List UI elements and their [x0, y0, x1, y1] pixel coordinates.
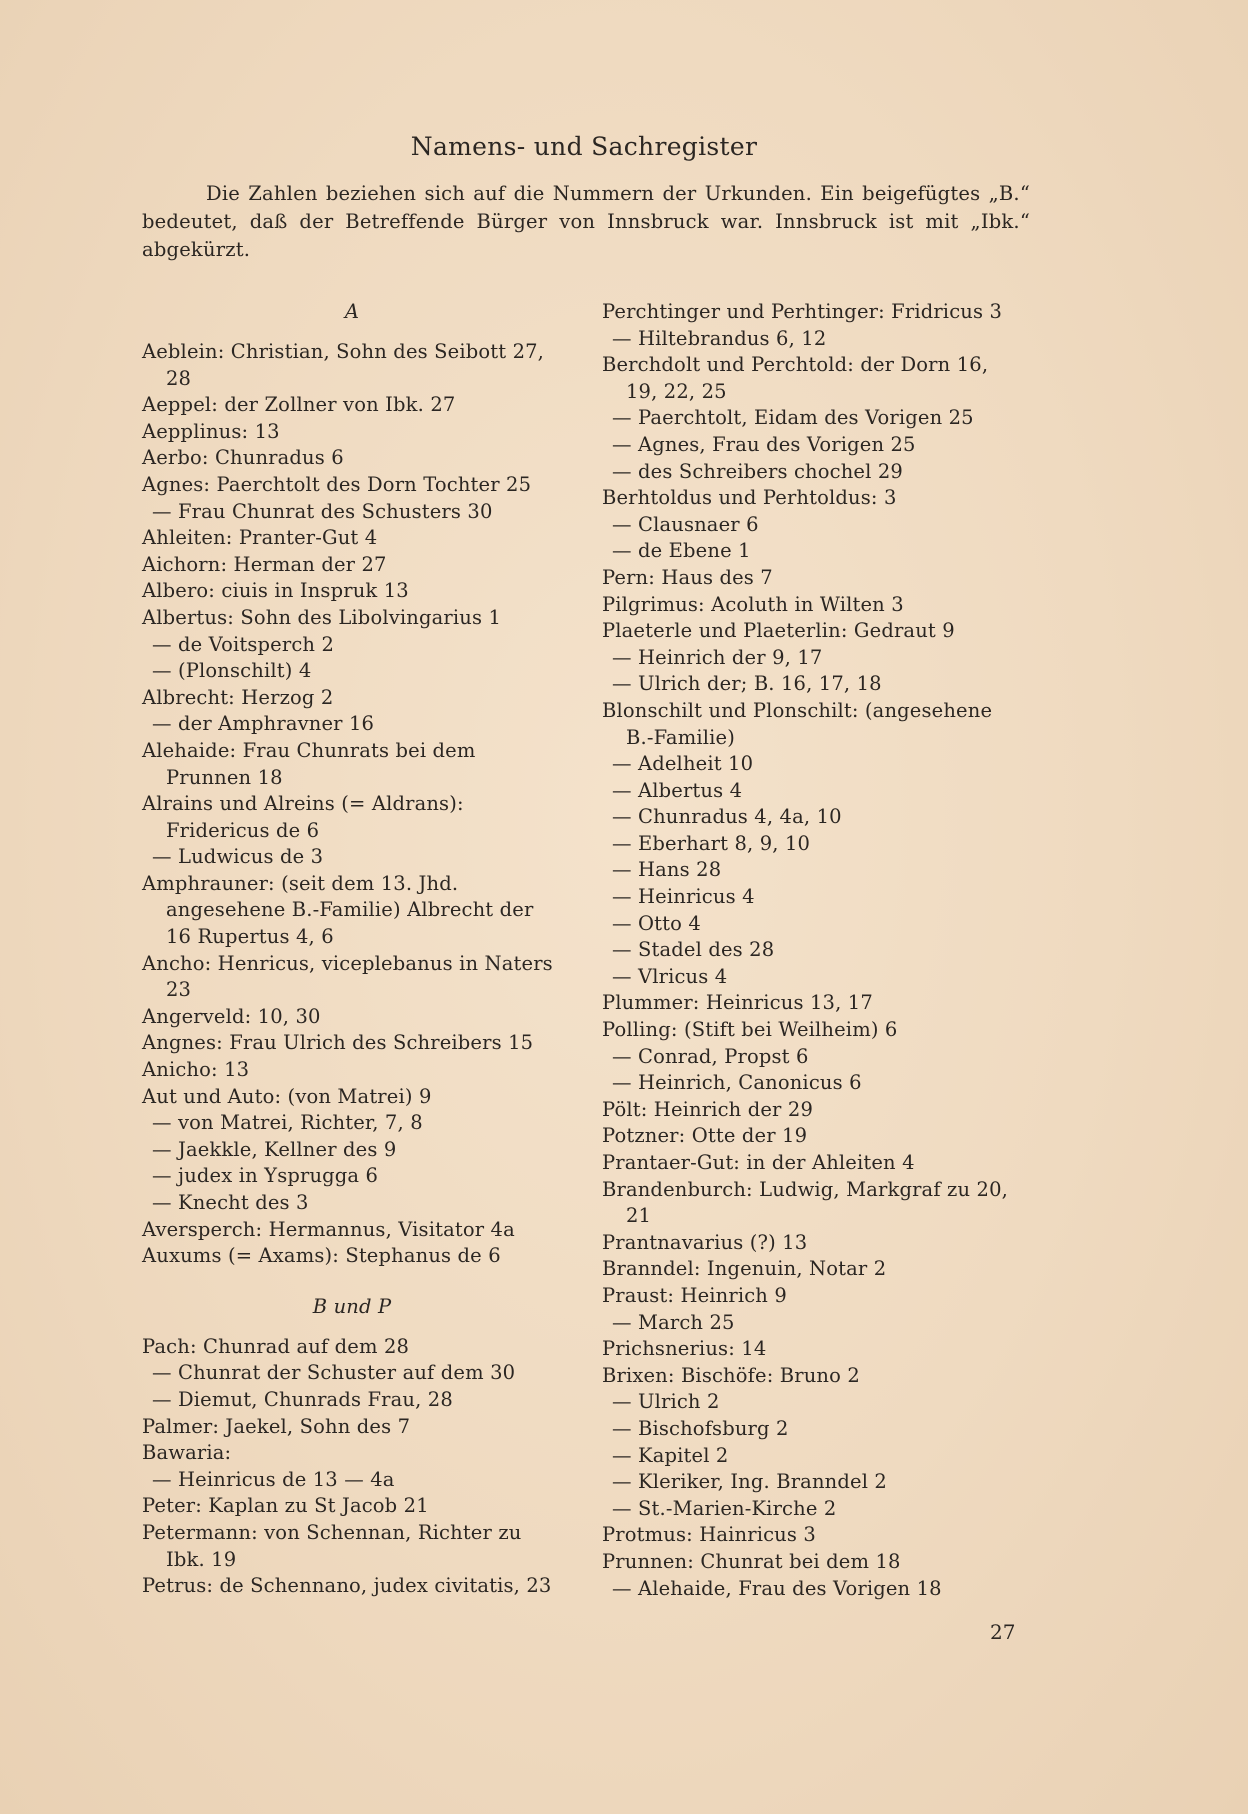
index-entry: — Chunradus 4, 4a, 10 [612, 805, 842, 829]
index-entry: Aepplinus: 13 [142, 419, 280, 443]
index-entry: Ahleiten: Pranter-Gut 4 [142, 526, 378, 550]
index-entry: — Heinricus 4 [612, 885, 755, 909]
index-entry: — Heinrich der 9, 17 [612, 645, 823, 669]
index-entry: Prantnavarius (?) 13 [602, 1230, 808, 1254]
index-entry: Petermann: von Schennan, Richter zu Ibk. 19 [142, 1520, 522, 1571]
index-entry: Aerbo: Chunradus 6 [142, 446, 344, 470]
index-entry: — Diemut, Chunrads Frau, 28 [152, 1387, 453, 1411]
index-entry: — Kleriker, Ing. Branndel 2 [612, 1470, 887, 1494]
index-entry: Angerveld: 10, 30 [142, 1004, 321, 1028]
index-entry: Perchtinger und Perhtinger: Fridricus 3 [602, 300, 1003, 323]
page-title: Namens- und Sachregister [410, 132, 758, 161]
index-entry: Polling: (Stift bei Weilheim) 6 [602, 1018, 898, 1042]
index-entry: Protmus: Hainricus 3 [602, 1523, 816, 1547]
entries-bp-left [142, 1334, 562, 1600]
index-entry: Auxums (= Axams): Stephanus de 6 [142, 1244, 501, 1268]
index-entry: Berhtoldus und Perhtoldus: 3 [602, 486, 897, 510]
index-entry: Palmer: Jaekel, Sohn des 7 [142, 1414, 411, 1438]
index-entry: — Hiltebrandus 6, 12 [612, 326, 827, 350]
index-entry: Brixen: Bischöfe: Bruno 2 [602, 1363, 860, 1387]
index-entry: — Vlricus 4 [612, 964, 728, 988]
index-entry: — Frau Chunrat des Schusters 30 [152, 499, 493, 523]
index-column-left [142, 299, 562, 1600]
index-entry: — des Schreibers chochel 29 [612, 459, 903, 483]
index-entry: Agnes: Paerchtolt des Dorn Tochter 25 [142, 472, 532, 496]
index-entry: — de Ebene 1 [612, 539, 751, 563]
index-entry: — Ulrich 2 [612, 1390, 720, 1414]
index-entry: Albertus: Sohn des Libolvingarius 1 [142, 605, 502, 629]
index-entry: Plaeterle und Plaeterlin: Gedraut 9 [602, 619, 955, 643]
index-entry: Petrus: de Schennano, judex civitatis, 23 [142, 1574, 552, 1598]
index-entry: — der Amphravner 16 [152, 712, 375, 736]
index-entry: — Eberhart 8, 9, 10 [612, 831, 811, 855]
index-entry: — von Matrei, Richter, 7, 8 [152, 1111, 423, 1135]
index-entry: Ancho: Henricus, viceplebanus in Naters 23 [142, 951, 553, 1002]
index-entry: Albrecht: Herzog 2 [142, 685, 334, 709]
index-entry: Alehaide: Frau Chunrats bei dem Prunnen 18 [142, 738, 476, 789]
index-entry: — Otto 4 [612, 911, 701, 935]
index-entry: — Paerchtolt, Eidam des Vorigen 25 [612, 406, 974, 430]
index-entry: Angnes: Frau Ulrich des Schreibers 15 [142, 1031, 534, 1055]
index-entry: — Jaekkle, Kellner des 9 [152, 1137, 397, 1161]
index-entry: Peter: Kaplan zu St Jacob 21 [142, 1494, 429, 1518]
index-entry: — de Voitsperch 2 [152, 632, 335, 656]
index-entry: — Hans 28 [612, 858, 722, 882]
index-entry: Albero: ciuis in Inspruk 13 [142, 579, 409, 603]
index-entry: Prichsnerius: 14 [602, 1337, 767, 1361]
index-entry: — Heinrich, Canonicus 6 [612, 1071, 862, 1095]
index-entry: Aut und Auto: (von Matrei) 9 [142, 1084, 432, 1108]
index-entry: — St.-Marien-Kirche 2 [612, 1496, 837, 1520]
index-entry: — Kapitel 2 [612, 1443, 729, 1467]
index-entry: — Stadel des 28 [612, 938, 775, 962]
intro-paragraph: Die Zahlen beziehen sich auf die Nummern der Urkunden. Ein beigefügtes „B.“ bedeutet, daß der Betreffende Bürger von Innsbruck war. Innsbruck ist mit „Ibk.“ abgekürzt. [142, 182, 1030, 261]
index-entry: — Knecht des 3 [152, 1191, 309, 1214]
index-entry: Plummer: Heinricus 13, 17 [602, 991, 873, 1015]
index-entry: Berchdolt und Perchtold: der Dorn 16, 19, 22, 25 [602, 353, 989, 403]
index-entry: — Alehaide, Frau des Vorigen 18 [612, 1576, 942, 1600]
index-entry: Amphrauner: (seit dem 13. Jhd. angesehene B.-Familie) Albrecht der 16 Rupertus 4, 6 [142, 871, 534, 949]
index-entry: Potzner: Otte der 19 [602, 1124, 808, 1148]
index-entry: Aichorn: Herman der 27 [142, 552, 387, 576]
index-entry: — Adelheit 10 [612, 752, 754, 776]
index-entry: — Bischofsburg 2 [612, 1416, 789, 1440]
page-number: 27 [990, 1620, 1016, 1644]
index-entry: Praust: Heinrich 9 [602, 1283, 787, 1307]
index-entry: Brandenburch: Ludwig, Markgraf zu 20, 21 [602, 1177, 1008, 1228]
section-heading-a: A [344, 300, 360, 323]
index-entry: — Ulrich der; B. 16, 17, 18 [612, 672, 882, 696]
index-entry: Prunnen: Chunrat bei dem 18 [602, 1549, 901, 1573]
index-entry: Branndel: Ingenuin, Notar 2 [602, 1257, 887, 1281]
index-entry: Blonschilt und Plonschilt: (angesehene B.-Familie) [602, 698, 993, 749]
index-entry: — Albertus 4 [612, 778, 743, 802]
index-entry: — Agnes, Frau des Vorigen 25 [612, 432, 916, 456]
section-spacer [142, 1270, 562, 1294]
section-heading-bp: B und P [312, 1294, 392, 1318]
index-entry: Pach: Chunrad auf dem 28 [142, 1334, 410, 1358]
index-entry: — Chunrat der Schuster auf dem 30 [152, 1361, 516, 1385]
index-entry: — (Plonschilt) 4 [152, 659, 312, 683]
index-entry: Aversperch: Hermannus, Visitator 4a [142, 1217, 515, 1241]
index-entry: Anicho: 13 [142, 1058, 250, 1082]
index-entry: — Ludwicus de 3 [152, 845, 324, 869]
entries-bp-right [602, 299, 1022, 1602]
index-entry: Pilgrimus: Acoluth in Wilten 3 [602, 592, 904, 616]
index-entry: Prantaer-Gut: in der Ahleiten 4 [602, 1151, 915, 1174]
index-entry: Aeblein: Christian, Sohn des Seibott 27, 28 [142, 340, 545, 390]
index-entry: Aeppel: der Zollner von Ibk. 27 [142, 393, 456, 417]
index-entry: — Clausnaer 6 [612, 512, 759, 536]
index-entry: Pölt: Heinrich der 29 [602, 1097, 813, 1121]
index-entry: — March 25 [612, 1310, 735, 1334]
index-entry: — judex in Ysprugga 6 [152, 1164, 379, 1188]
index-column-right [602, 299, 1022, 1602]
index-entry: Bawaria: [142, 1441, 232, 1465]
index-entry: Pern: Haus des 7 [602, 565, 773, 589]
index-entry: — Heinricus de 13 — 4a [152, 1467, 395, 1491]
index-entry: Alrains und Alreins (= Aldrans): Fridericus de 6 [142, 792, 464, 842]
index-entry: — Conrad, Propst 6 [612, 1044, 809, 1068]
entries-a [142, 339, 562, 1270]
